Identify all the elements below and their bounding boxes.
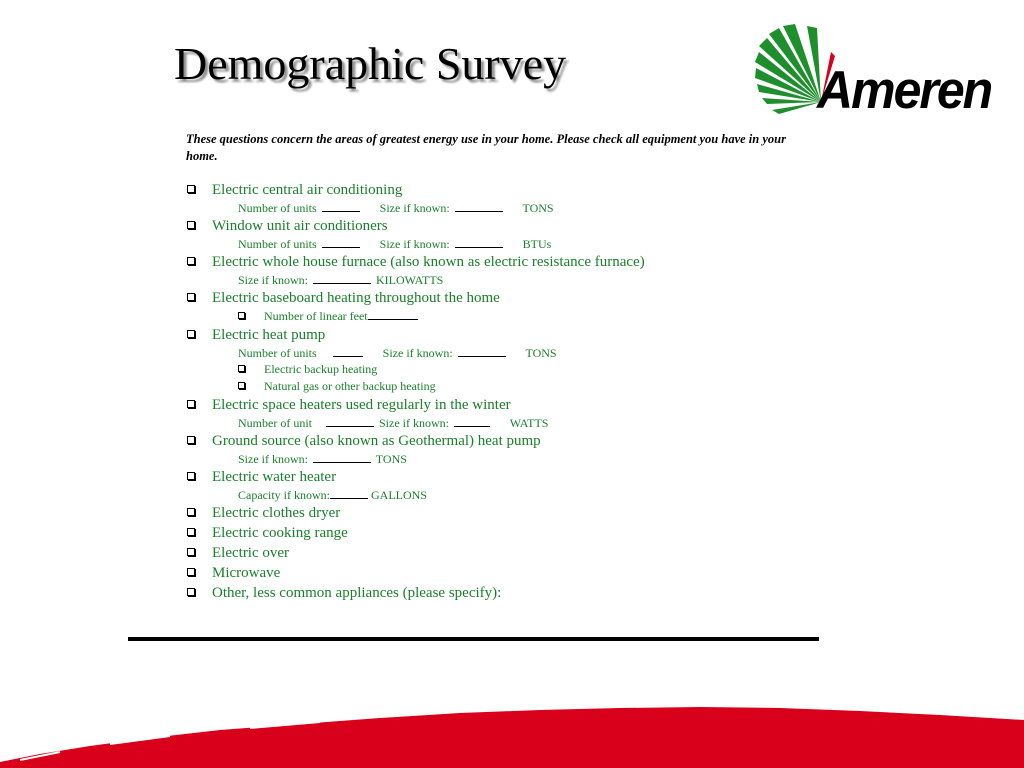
item-label: Electric baseboard heating throughout the home bbox=[212, 290, 500, 306]
capacity-label: Capacity if known: bbox=[238, 488, 330, 502]
units-label: Number of units bbox=[238, 201, 317, 215]
size-blank[interactable] bbox=[454, 419, 490, 427]
checkbox[interactable] bbox=[187, 588, 195, 596]
unit-label: GALLONS bbox=[370, 488, 427, 502]
unit-label: TONS bbox=[522, 201, 554, 215]
list-item bbox=[186, 523, 826, 543]
unit-label: TONS bbox=[525, 346, 557, 360]
size-label: Size if known: bbox=[379, 237, 450, 251]
size-label: Size if known: bbox=[379, 201, 450, 215]
unit-label: WATTS bbox=[509, 416, 549, 430]
list-item bbox=[186, 563, 826, 583]
checkbox[interactable] bbox=[187, 185, 195, 193]
checkbox[interactable] bbox=[187, 528, 195, 536]
size-label: Size if known: bbox=[382, 346, 453, 360]
checkbox[interactable] bbox=[187, 548, 195, 556]
checkbox[interactable] bbox=[238, 312, 245, 319]
checkbox[interactable] bbox=[187, 221, 195, 229]
intro-text: These questions concern the areas of greatest energy use in your home. Please check all equipment you have in your home. bbox=[186, 132, 786, 163]
list-item bbox=[186, 288, 826, 308]
list-item bbox=[186, 252, 826, 272]
item-label: Electric clothes dryer bbox=[212, 505, 341, 521]
units-blank[interactable] bbox=[322, 236, 360, 248]
item-label: Electric whole house furnace (also known as electric resistance furnace) bbox=[212, 254, 645, 270]
checkbox[interactable] bbox=[187, 257, 195, 265]
list-item bbox=[186, 543, 826, 563]
divider-line bbox=[128, 637, 819, 641]
item-label: Electric heat pump bbox=[212, 327, 326, 343]
checkbox[interactable] bbox=[187, 472, 195, 480]
sub-list-item bbox=[186, 378, 826, 395]
size-label: Size if known: bbox=[238, 452, 308, 466]
sub-line bbox=[186, 415, 826, 431]
size-label: Size if known: bbox=[238, 273, 308, 287]
size-blank[interactable] bbox=[313, 272, 371, 284]
units-blank[interactable] bbox=[322, 200, 360, 212]
item-label: Electric central air conditioning bbox=[212, 182, 403, 198]
size-label: Size if known: bbox=[379, 416, 449, 430]
list-item bbox=[186, 583, 826, 603]
checkbox[interactable] bbox=[238, 365, 245, 372]
list-item bbox=[186, 431, 826, 451]
item-label: Other, less common appliances (please specify): bbox=[212, 585, 502, 601]
size-blank[interactable] bbox=[458, 345, 506, 357]
item-label: Electric over bbox=[212, 545, 290, 561]
sub-line bbox=[186, 451, 826, 467]
item-label: Ground source (also known as Geothermal) heat pump bbox=[212, 433, 541, 449]
checkbox[interactable] bbox=[187, 436, 195, 444]
checkbox[interactable] bbox=[187, 400, 195, 408]
list-item bbox=[186, 180, 826, 200]
sub-line bbox=[186, 345, 826, 361]
list-item bbox=[186, 467, 826, 487]
sub-line bbox=[186, 487, 826, 503]
item-label: Electric water heater bbox=[212, 469, 337, 485]
sub-line bbox=[186, 236, 826, 252]
checkbox[interactable] bbox=[238, 382, 245, 389]
units-label: Number of units bbox=[238, 346, 317, 360]
list-item bbox=[186, 503, 826, 523]
unit-label: TONS bbox=[375, 452, 407, 466]
red-wave-decoration bbox=[0, 700, 1024, 768]
size-blank[interactable] bbox=[313, 451, 371, 463]
size-blank[interactable] bbox=[455, 236, 503, 248]
checkbox[interactable] bbox=[187, 293, 195, 301]
units-label: Number of unit bbox=[238, 416, 312, 430]
capacity-blank[interactable] bbox=[330, 487, 368, 499]
backup-gas-label: Natural gas or other backup heating bbox=[264, 379, 436, 393]
list-item bbox=[186, 216, 826, 236]
units-blank[interactable] bbox=[333, 345, 363, 357]
list-item bbox=[186, 325, 826, 345]
units-label: Number of units bbox=[238, 237, 317, 251]
page-title: Demographic Survey bbox=[174, 38, 567, 89]
sub-line bbox=[186, 272, 826, 288]
sub-list-item bbox=[186, 361, 826, 378]
units-blank[interactable] bbox=[326, 419, 374, 427]
logo-wordmark: Ameren bbox=[817, 60, 992, 120]
equipment-checklist bbox=[186, 180, 826, 603]
sub-line bbox=[186, 200, 826, 216]
checkbox[interactable] bbox=[187, 330, 195, 338]
list-item bbox=[186, 395, 826, 415]
item-label: Window unit air conditioners bbox=[212, 218, 388, 234]
checkbox[interactable] bbox=[187, 568, 195, 576]
backup-electric-label: Electric backup heating bbox=[264, 362, 378, 376]
sub-list-item bbox=[186, 308, 826, 325]
unit-label: KILOWATTS bbox=[376, 273, 444, 287]
item-label: Microwave bbox=[212, 565, 281, 581]
ameren-logo bbox=[755, 20, 995, 120]
feet-label: Number of linear feet bbox=[264, 309, 368, 323]
item-label: Electric space heaters used regularly in the winter bbox=[212, 397, 511, 413]
item-label: Electric cooking range bbox=[212, 525, 348, 541]
unit-label: BTUs bbox=[522, 237, 552, 251]
size-blank[interactable] bbox=[455, 200, 503, 212]
feet-blank[interactable] bbox=[368, 308, 418, 320]
checkbox[interactable] bbox=[187, 508, 195, 516]
